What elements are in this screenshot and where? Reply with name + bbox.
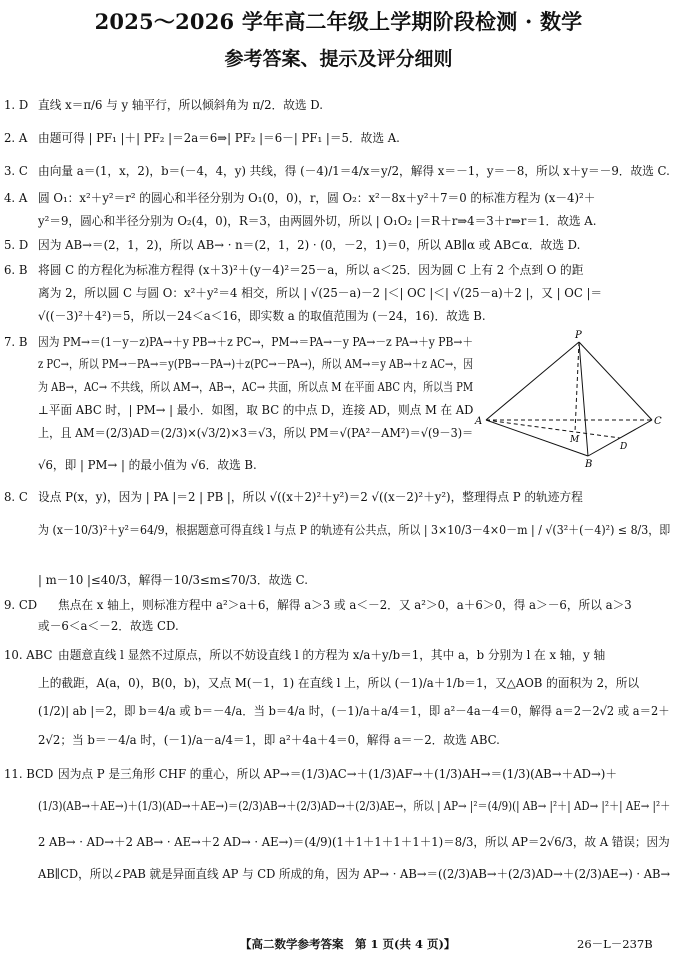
answer-text: 将圆 C 的方程化为标准方程得 (x＋3)²＋(y－4)²＝25－a，所以 a＜25．因为圆 C 上有 2 个点到 O 的距 bbox=[38, 263, 584, 277]
answer-text: 焦点在 x 轴上，则标准方程中 a²＞a＋6，解得 a＞3 或 a＜－2．又 a²＞0，a＋6＞0，得 a＞－6，所以 a＞3 bbox=[58, 598, 632, 612]
label-a: A bbox=[475, 416, 483, 427]
edge-pc bbox=[579, 342, 652, 420]
tetrahedron-figure bbox=[474, 328, 664, 468]
segment-ad bbox=[486, 420, 620, 438]
answer-text: 2√2；当 b＝－4/a 时，(－1)/a－a/4＝1，即 a²＋4a＋4＝0，解得 a＝－2．故选 ABC. bbox=[38, 733, 500, 747]
answer-number: 6. B bbox=[4, 263, 28, 277]
answer-text: 为 (x－10/3)²＋y²＝64/9，根据题意可得直线 l 与点 P 的轨迹有公共点，所以 | 3×10/3－4×0－m | / √(3²＋(－4)²) ≤ 8/3，即 bbox=[38, 523, 671, 537]
footer-code: 26－L－237B bbox=[577, 937, 653, 951]
label-m: M bbox=[570, 435, 580, 445]
answer-text: 圆 O₁：x²＋y²＝r² 的圆心和半径分别为 O₁(0，0)，r，圆 O₂：x²－8x＋y²＋7＝0 的标准方程为 (x－4)²＋ bbox=[38, 191, 596, 205]
page-title: 2025～2026 学年高二年级上学期阶段检测 · 数学 bbox=[94, 9, 583, 34]
footer-page-label: 【高二数学参考答案 第 1 页(共 4 页)】 bbox=[240, 937, 456, 951]
edge-pa bbox=[486, 342, 579, 420]
answer-text: 设点 P(x，y)，因为 | PA |＝2 | PB |，所以 √((x＋2)²＋y²)＝2 √((x－2)²＋y²)，整理得点 P 的轨迹方程 bbox=[38, 490, 583, 504]
answer-number: 3. C bbox=[4, 164, 28, 178]
answer-text: 2 AB→ · AD→＋2 AB→ · AE→＋2 AD→ · AE→)＝(4/9)(1＋1＋1＋1＋1＋1)＝8/3，所以 AP＝2√6/3，故 A 错误；因为 bbox=[38, 835, 670, 849]
answer-text: | m－10 |≤40/3，解得－10/3≤m≤70/3．故选 C. bbox=[38, 573, 308, 587]
answer-number: 8. C bbox=[4, 490, 28, 504]
answer-text: 因为 PM→＝(1－y－z)PA→＋y PB→＋z PC→，PM→＝PA→－y PA→－z PA→＋y PB→＋ bbox=[38, 335, 474, 349]
answer-text: (1/3)(AB→＋AE→)＋(1/3)(AD→＋AE→)＝(2/3)AB→＋(2/3)AD→＋(2/3)AE→，所以 | AP→ |²＝(4/9)(| AB→ |²＋| AD→ |²＋| AE→ |²＋ bbox=[38, 799, 671, 813]
answer-text: 直线 x＝π/6 与 y 轴平行，所以倾斜角为 π/2．故选 D. bbox=[38, 98, 323, 112]
answer-text: ⊥平面 ABC 时，| PM→ | 最小．如图，取 BC 的中点 D，连接 AD，则点 M 在 AD bbox=[38, 403, 474, 417]
answer-number: 7. B bbox=[4, 335, 28, 349]
label-b: B bbox=[585, 459, 593, 468]
answer-number: 11. BCD bbox=[4, 767, 54, 781]
answer-number: 4. A bbox=[4, 191, 28, 205]
answer-text: 离为 2，所以圆 C 与圆 O：x²＋y²＝4 相交，所以 | √(25－a)－2 |＜| OC |＜| √(25－a)＋2 |，又 | OC |＝ bbox=[38, 286, 603, 300]
answer-text: 为 AB→，AC→ 不共线，所以 AM→，AB→，AC→ 共面，所以点 M 在平面 ABC 内，所以当 PM bbox=[38, 380, 474, 394]
answer-number: 1. D bbox=[4, 98, 29, 112]
answer-text: 因为点 P 是三角形 CHF 的重心，所以 AP→＝(1/3)AC→＋(1/3)AF→＋(1/3)AH→＝(1/3)(AB→＋AD→)＋ bbox=[58, 767, 618, 781]
answer-number: 9. CD bbox=[4, 598, 38, 612]
answer-text: √((－3)²＋4²)＝5，所以－24＜a＜16，即实数 a 的取值范围为 (－24，16)．故选 B. bbox=[38, 309, 486, 323]
answer-text: y²＝9，圆心和半径分别为 O₂(4，0)，R＝3，由两圆外切，所以 | O₁O₂ |＝R＋r⇒4＝3＋r⇒r＝1．故选 A. bbox=[38, 214, 597, 228]
answer-text: 上，且 AM＝(2/3)AD＝(2/3)×(√3/2)×3＝√3，所以 PM＝√(PA²－AM²)＝√(9－3)＝ bbox=[38, 426, 474, 440]
answer-number: 10. ABC bbox=[4, 648, 53, 662]
answer-text: 由向量 a＝(1，x，2)，b＝(－4，4，y) 共线，得 (－4)/1＝4/x＝y/2，解得 x＝－1，y＝－8，所以 x＋y＝－9．故选 C. bbox=[38, 164, 670, 178]
answer-text: z PC→，所以 PM→－PA→＝y(PB→－PA→)＋z(PC→－PA→)，所以 AM→＝y AB→＋z AC→，因 bbox=[38, 357, 474, 371]
answer-text: (1/2)| ab |＝2，即 b＝4/a 或 b＝－4/a．当 b＝4/a 时，(－1)/a＋a/4＝1，即 a²－4a－4＝0，解得 a＝2－2√2 或 a＝2＋ bbox=[38, 704, 670, 718]
page-subtitle: 参考答案、提示及评分细则 bbox=[224, 48, 453, 70]
answer-text: 由题意直线 l 显然不过原点，所以不妨设直线 l 的方程为 x/a＋y/b＝1，其中 a，b 分别为 l 在 x 轴，y 轴 bbox=[58, 648, 606, 662]
answer-text: 由题可得 | PF₁ |＋| PF₂ |＝2a＝6⇒| PF₂ |＝6－| PF₁ |＝5．故选 A. bbox=[38, 131, 400, 145]
segment-pm bbox=[575, 342, 579, 432]
answer-number: 2. A bbox=[4, 131, 28, 145]
answer-text: AB∥CD，所以∠PAB 就是异面直线 AP 与 CD 所成的角，因为 AP→ · AB→＝((2/3)AB→＋(2/3)AD→＋(2/3)AE→) · AB→ bbox=[38, 867, 671, 881]
answer-text: 上的截距，A(a，0)，B(0，b)，又点 M(－1，1) 在直线 l 上，所以 (－1)/a＋1/b＝1，又△AOB 的面积为 2，所以 bbox=[38, 676, 640, 690]
answer-number: 5. D bbox=[4, 238, 29, 252]
edge-pb bbox=[579, 342, 588, 456]
label-c: C bbox=[654, 416, 662, 427]
answer-text: 因为 AB→＝(2，1，2)，所以 AB→ · n＝(2，1，2) · (0，－2，1)＝0，所以 AB∥α 或 AB⊂α．故选 D. bbox=[38, 238, 581, 252]
label-p: P bbox=[575, 330, 582, 341]
label-d: D bbox=[620, 442, 628, 452]
answer-text: √6，即 | PM→ | 的最小值为 √6．故选 B. bbox=[38, 458, 257, 472]
answer-text: 或－6＜a＜－2．故选 CD. bbox=[38, 619, 179, 633]
